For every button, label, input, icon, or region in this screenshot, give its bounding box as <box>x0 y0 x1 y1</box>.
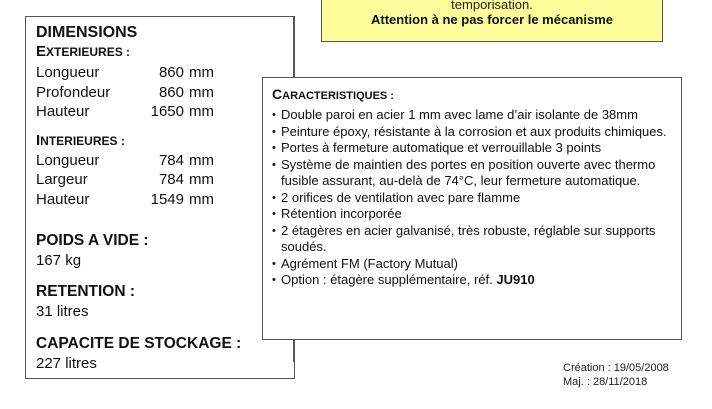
exterieures-list <box>36 63 294 122</box>
dimension-unit: mm <box>189 171 214 188</box>
list-item-text: Agrément FM (Factory Mutual) <box>281 255 458 271</box>
exterieures-heading <box>36 42 294 62</box>
creation-date: Création : 19/05/2008 <box>563 362 669 374</box>
dimension-row <box>36 102 294 122</box>
interieures-heading-first: I <box>36 131 41 149</box>
dimension-unit: mm <box>189 83 214 101</box>
dimensions-title: DIMENSIONS <box>36 24 138 41</box>
capacite-title: CAPACITE DE STOCKAGE : <box>36 335 242 352</box>
exterieures-heading-rest: XTERIEURES : <box>46 45 131 59</box>
bullet-icon: • <box>272 125 276 138</box>
list-item-text: 2 orifices de ventilation avec pare flamme <box>281 189 521 205</box>
dimension-unit: mm <box>189 151 214 169</box>
list-item <box>272 157 675 190</box>
dimension-value: 860 <box>158 83 184 101</box>
dimension-label: Hauteur <box>36 103 90 120</box>
bullet-icon: • <box>272 191 276 204</box>
list-item <box>272 206 675 223</box>
caracteristiques-title <box>272 85 675 105</box>
list-item-text: Portes à fermeture automatique et verrouillable 3 points <box>281 140 602 155</box>
list-item-text: Double paroi en acier 1 mm avec lame d’air isolante de 38mm <box>281 107 638 122</box>
dimension-label: Largeur <box>36 171 88 188</box>
caracteristiques-title-rest: ARACTERISTIQUES : <box>282 90 394 102</box>
dimension-row <box>36 63 294 83</box>
list-item <box>272 124 675 141</box>
interieures-heading <box>36 131 294 151</box>
dimension-unit: mm <box>189 103 214 120</box>
list-item-text: Peinture époxy, résistante à la corrosion et aux produits chimiques. <box>281 123 667 139</box>
document-dates <box>563 361 669 389</box>
dimension-value: 784 <box>158 171 184 188</box>
capacite-value: 227 litres <box>36 355 97 372</box>
caracteristiques-title-first: C <box>272 86 283 102</box>
bullet-icon: • <box>272 109 276 121</box>
interieures-list <box>36 151 294 210</box>
dimension-label: Hauteur <box>36 190 90 208</box>
bullet-icon: • <box>272 158 276 171</box>
bullet-icon: • <box>272 208 276 220</box>
dimension-label: Longueur <box>36 151 100 169</box>
dimension-row <box>36 190 294 210</box>
list-item-text: Système de maintien des portes en position ouverte avec thermo fusible assurant, au-delà de 74°C, leur fermeture automatique. <box>281 156 656 188</box>
interieures-heading-rest: NTERIEURES : <box>40 133 125 148</box>
dimension-label: Profondeur <box>36 83 111 101</box>
list-item <box>272 272 675 289</box>
list-item <box>272 140 675 157</box>
bullet-icon: • <box>272 142 276 154</box>
list-item-text: Option : étagère supplémentaire, réf. <box>281 272 497 287</box>
dimension-row <box>36 170 294 190</box>
poids-value: 167 kg <box>36 252 82 269</box>
list-item <box>272 256 675 273</box>
warning-line-1: temporisation. <box>451 0 533 12</box>
dimension-unit: mm <box>189 190 214 208</box>
warning-box <box>321 0 663 42</box>
dimension-unit: mm <box>189 64 214 81</box>
dimension-value: 860 <box>158 64 184 81</box>
warning-line-2: Attention à ne pas forcer le mécanisme <box>370 12 614 27</box>
list-item <box>272 223 675 256</box>
list-item-text: 2 étagères en acier galvanisé, très robuste, réglable sur supports soudés. <box>281 222 656 254</box>
dimension-row <box>36 83 294 103</box>
list-item <box>272 107 675 124</box>
dimension-value: 1549 <box>150 190 184 208</box>
retention-title: RETENTION : <box>36 283 136 300</box>
dimension-value: 1650 <box>150 103 184 120</box>
dimension-row <box>36 151 294 171</box>
list-item-text: Rétention incorporée <box>281 206 402 221</box>
update-date: Maj. : 28/11/2018 <box>563 376 648 388</box>
poids-title: POIDS A VIDE : <box>36 232 149 249</box>
caracteristiques-list <box>272 107 675 289</box>
reference-code: JU910 <box>496 272 535 287</box>
exterieures-heading-first: E <box>36 43 47 60</box>
dimension-label: Longueur <box>36 64 100 81</box>
dimensions-box <box>25 16 295 379</box>
list-item <box>272 190 675 207</box>
bullet-icon: • <box>272 224 276 237</box>
bullet-icon: • <box>272 257 276 270</box>
retention-value: 31 litres <box>36 303 89 320</box>
bullet-icon: • <box>272 274 276 286</box>
caracteristiques-box <box>262 77 682 340</box>
dimension-value: 784 <box>158 151 184 169</box>
